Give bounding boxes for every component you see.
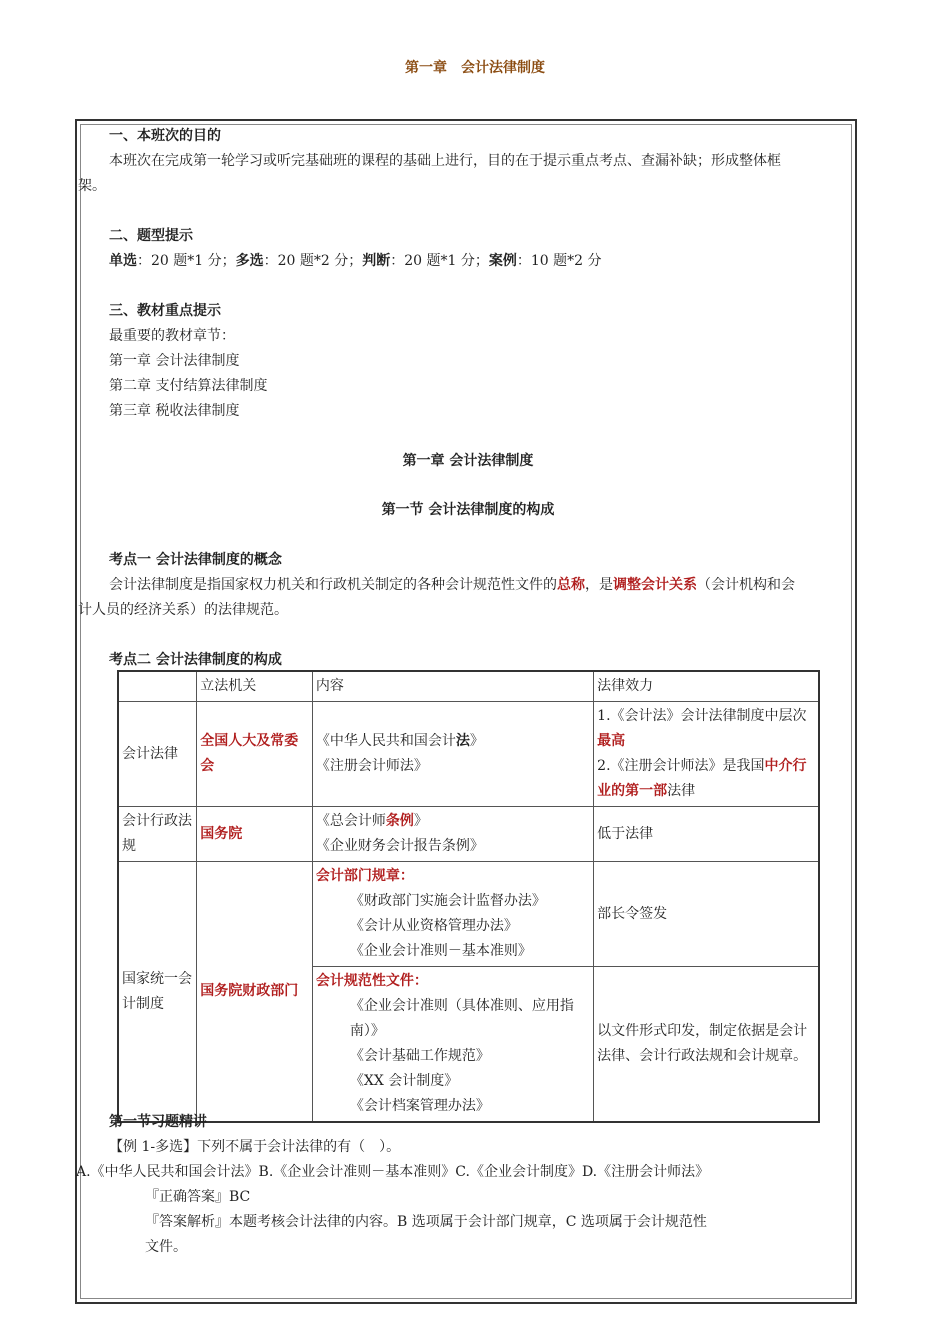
section-1-line-1: 本班次在完成第一轮学习或听完基础班的课程的基础上进行，目的在于提示重点考点、查漏补缺；形成整体框 (109, 153, 781, 169)
type-text-multi: ：20 题*2 分； (263, 253, 363, 269)
key-point-1-line-2: 计人员的经济关系）的法律规范。 (78, 602, 288, 618)
content-item: 《会计基础工作规范》 (349, 1048, 490, 1064)
document-title: 第一章 会计法律制度 (405, 60, 545, 76)
type-label-case: 案例 (488, 253, 517, 269)
section-1-heading: 一、本班次的目的 (109, 128, 221, 144)
type-label-multi: 多选 (235, 253, 264, 269)
chapter-item: 第二章 支付结算法律制度 (109, 378, 268, 394)
row-content (312, 967, 593, 1123)
table-header-cell: 立法机关 (197, 671, 313, 702)
kp1-emphasis-adjust: 调整会计关系 (613, 577, 697, 593)
exercise-options: A.《中华人民共和国会计法》B.《企业会计准则－基本准则》C.《企业会计制度》D.《注册会计师法》 (76, 1164, 710, 1180)
row-organ: 国务院 (197, 807, 313, 862)
row-content (312, 702, 593, 807)
section-1-line-2: 架。 (78, 178, 106, 194)
chapter-item: 第一章 会计法律制度 (109, 353, 240, 369)
content-text: 《企业财务会计报告条例》 (315, 838, 484, 854)
content-text: 《注册会计师法》 (315, 758, 428, 774)
content-item: 《会计档案管理办法》 (349, 1098, 490, 1114)
table-header-cell: 内容 (312, 671, 593, 702)
kp1-text-a: 会计法律制度是指国家权力机关和行政机关制定的各种会计规范性文件的 (109, 577, 557, 593)
table-row (118, 862, 819, 967)
row-effect: 部长令签发 (594, 862, 819, 967)
row-effect: 低于法律 (594, 807, 819, 862)
type-text-case: ：10 题*2 分 (516, 253, 602, 269)
type-label-judge: 判断 (362, 253, 391, 269)
effect-emphasis: 最高 (597, 733, 626, 749)
table-header-row (118, 671, 819, 702)
type-text-judge: ：20 题*1 分； (390, 253, 489, 269)
content-emphasis: 条例 (385, 813, 414, 829)
content-text: 》 (413, 813, 428, 829)
question-types (109, 249, 602, 274)
effect-text: 法律 (667, 783, 696, 799)
content-frame (75, 119, 857, 1304)
content-text: 《总会计师 (315, 813, 386, 829)
content-text: 《中华人民共和国会计 (315, 733, 456, 749)
exercise-heading: 第一节习题精讲 (109, 1114, 207, 1130)
row-effect: 以文件形式印发，制定依据是会计法律、会计行政法规和会计规章。 (594, 967, 819, 1123)
table-row (118, 702, 819, 807)
row-organ: 国务院财政部门 (197, 862, 313, 1123)
effect-text: 2.《注册会计师法》是我国 (597, 758, 765, 774)
section-2-heading: 二、题型提示 (109, 228, 193, 244)
exercise-analysis-line-1: 『答案解析』本题考核会计法律的内容。B 选项属于会计部门规章，C 选项属于会计规范性 (145, 1214, 707, 1230)
row-type: 国家统一会计制度 (118, 862, 197, 1123)
table-header-cell: 法律效力 (594, 671, 819, 702)
section-3-intro: 最重要的教材章节： (109, 328, 235, 344)
row-effect (594, 702, 819, 807)
section-3-heading: 三、教材重点提示 (109, 303, 221, 319)
row-organ: 全国人大及常委会 (197, 702, 313, 807)
content-item: 《企业会计准则－基本准则》 (349, 943, 532, 959)
effect-text: 1.《会计法》会计法律制度中层次 (597, 708, 807, 724)
key-point-1-line-1 (109, 573, 795, 598)
row-type: 会计行政法规 (118, 807, 197, 862)
table-row (118, 807, 819, 862)
kp1-text-e: （会计机构和会 (697, 577, 795, 593)
row-type: 会计法律 (118, 702, 197, 807)
type-label-single: 单选 (109, 253, 137, 269)
content-item: 《财政部门实施会计监督办法》 (349, 893, 546, 909)
key-point-2-heading: 考点二 会计法律制度的构成 (109, 652, 282, 668)
content-item: 《XX 会计制度》 (349, 1073, 459, 1089)
effect-emphasis: 中介行业的第一部 (597, 758, 807, 799)
content-item: 《企业会计准则（具体准则、应用指南）》 (349, 998, 574, 1039)
exercise-answer: 『正确答案』BC (145, 1189, 251, 1205)
kp1-text-c: ，是 (585, 577, 613, 593)
key-point-1-heading: 考点一 会计法律制度的概念 (109, 552, 282, 568)
content-item: 《会计从业资格管理办法》 (349, 918, 518, 934)
chapter-item: 第三章 税收法律制度 (109, 403, 240, 419)
group-heading: 会计规范性文件： (315, 973, 428, 989)
section-title: 第一节 会计法律制度的构成 (381, 502, 555, 518)
exercise-analysis-line-2: 文件。 (145, 1239, 187, 1255)
type-text-single: ：20 题*1 分； (137, 253, 236, 269)
kp1-emphasis-total: 总称 (557, 577, 585, 593)
content-text: 》 (469, 733, 484, 749)
row-content (312, 862, 593, 967)
table-header-cell (118, 671, 197, 702)
chapter-title: 第一章 会计法律制度 (402, 453, 534, 469)
exercise-question: 【例 1-多选】下列不属于会计法律的有（ ）。 (109, 1139, 401, 1155)
group-heading: 会计部门规章： (315, 868, 414, 884)
row-content (312, 807, 593, 862)
law-structure-table (117, 670, 820, 1123)
content-emphasis: 法 (455, 733, 470, 749)
